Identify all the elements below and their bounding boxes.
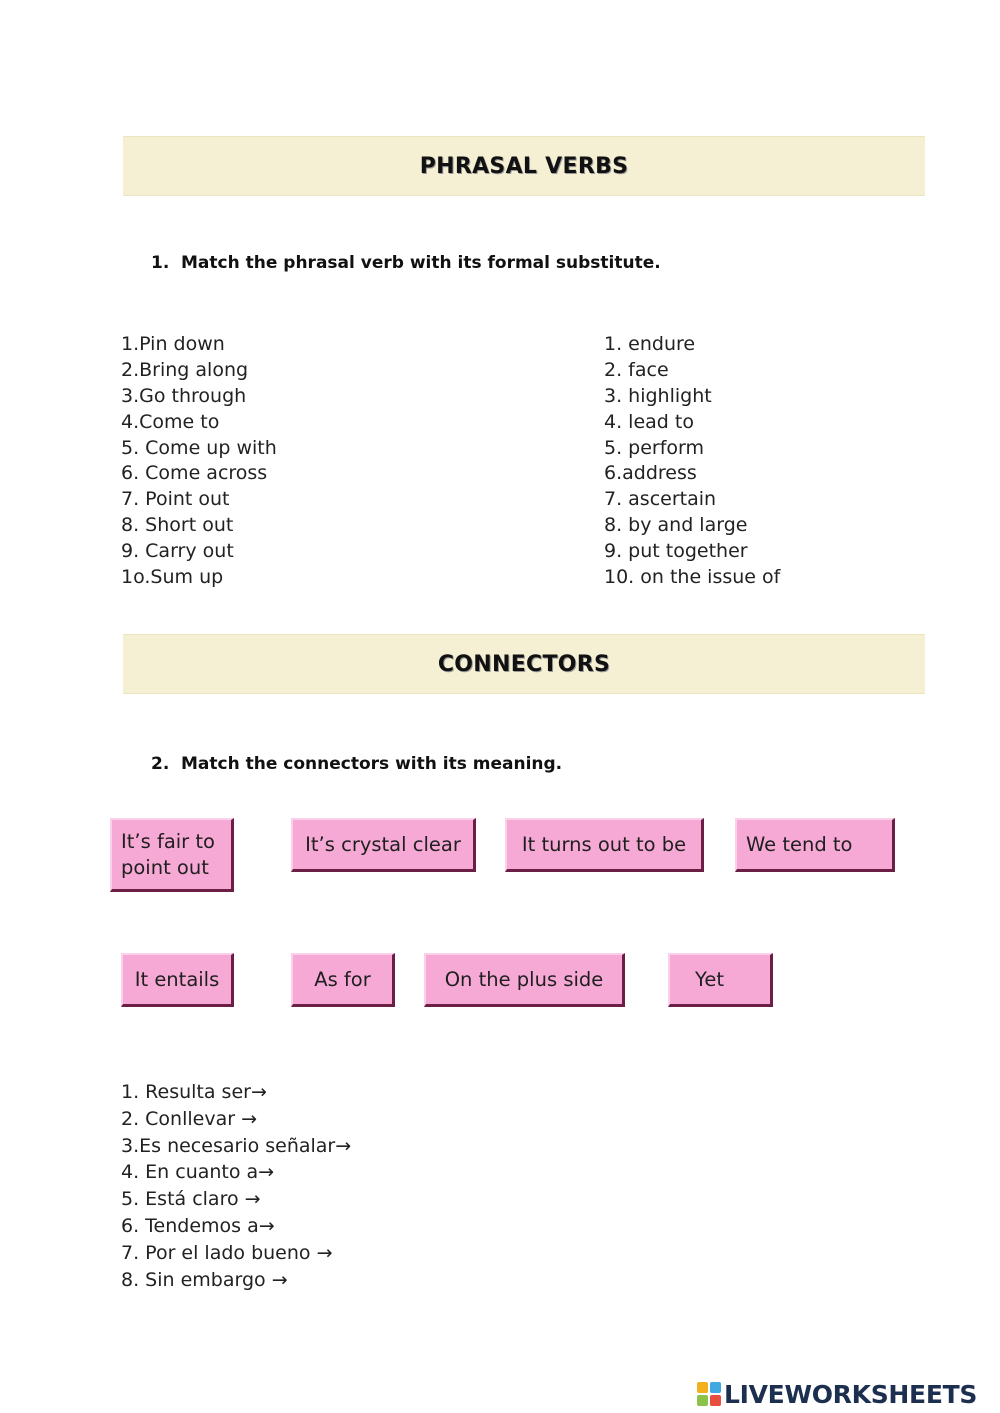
list-item: 4. lead to: [604, 410, 694, 433]
list-item: 2. face: [604, 358, 669, 381]
list-item: 4.Come to: [121, 410, 220, 433]
connector-chip[interactable]: It’s fair to point out: [110, 818, 234, 892]
list-item: 7. Point out: [121, 488, 230, 511]
exercise-2-instruction: 2. Match the connectors with its meaning.: [151, 754, 563, 774]
list-item: 1.Pin down: [121, 333, 225, 355]
section-title: PHRASAL VERBS: [419, 153, 629, 179]
list-item: 3.Go through: [121, 384, 247, 407]
list-item: 7. ascertain: [604, 488, 717, 511]
connector-chip[interactable]: It entails: [121, 953, 234, 1007]
spanish-meaning-list: [121, 1079, 351, 1293]
list-item: 1. endure: [604, 333, 696, 355]
connector-chip[interactable]: We tend to: [735, 818, 895, 872]
connectors-header: [123, 634, 925, 694]
phrasal-verbs-header: [123, 136, 925, 196]
connector-chip[interactable]: On the plus side: [424, 953, 625, 1007]
list-item: 5. perform: [604, 436, 705, 459]
list-item: 8. by and large: [604, 514, 748, 537]
list-item: 7. Por el lado bueno →: [121, 1241, 333, 1264]
exercise-1-instruction: 1. Match the phrasal verb with its formal substitute.: [151, 253, 661, 273]
section-title: CONNECTORS: [437, 651, 611, 677]
list-item: 2. Conllevar →: [121, 1107, 258, 1130]
list-item: 5. Está claro →: [121, 1188, 261, 1211]
connector-chip[interactable]: Yet: [668, 953, 773, 1007]
list-item: 3. highlight: [604, 384, 712, 407]
list-item: 2.Bring along: [121, 358, 249, 381]
list-item: 6. Come across: [121, 462, 268, 485]
logo-text: LIVEWORKSHEETS: [724, 1379, 978, 1409]
list-item: 8. Sin embargo →: [121, 1268, 288, 1291]
list-item: 8. Short out: [121, 514, 234, 537]
list-item: 5. Come up with: [121, 436, 277, 459]
list-item: 6. Tendemos a→: [121, 1214, 275, 1237]
liveworksheets-logo: [697, 1378, 977, 1410]
list-item: 1. Resulta ser→: [121, 1081, 267, 1103]
phrasal-verb-list: [121, 332, 277, 591]
formal-substitute-list: [604, 332, 780, 591]
logo-icon: [697, 1382, 721, 1406]
list-item: 1o.Sum up: [121, 566, 224, 589]
list-item: 4. En cuanto a→: [121, 1161, 275, 1184]
list-item: 6.address: [604, 462, 697, 485]
list-item: 9. put together: [604, 540, 748, 563]
list-item: 3.Es necesario señalar→: [121, 1134, 352, 1157]
list-item: 10. on the issue of: [604, 566, 781, 589]
list-item: 9. Carry out: [121, 540, 234, 563]
connector-chip[interactable]: As for: [291, 953, 395, 1007]
connector-chip[interactable]: It turns out to be: [505, 818, 704, 872]
connector-chip[interactable]: It’s crystal clear: [291, 818, 476, 872]
